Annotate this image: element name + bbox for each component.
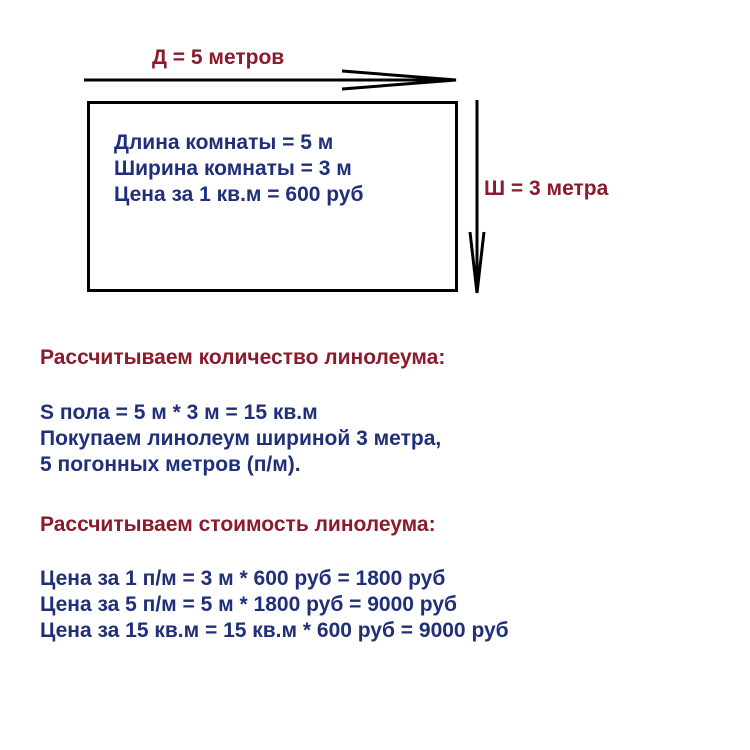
room-parameters — [114, 130, 363, 208]
running-meters-line: 5 погонных метров (п/м). — [40, 453, 301, 476]
width-dimension-label: Ш = 3 метра — [484, 177, 609, 200]
quantity-calculation — [40, 400, 441, 478]
linoleum-width-line: Покупаем линолеум шириной 3 метра, — [40, 427, 442, 450]
cost-fifteen-sqm-line: Цена за 15 кв.м = 15 кв.м * 600 руб = 9000 руб — [40, 619, 509, 642]
cost-heading: Рассчитываем стоимость линолеума: — [40, 513, 436, 536]
price-per-sqm-line: Цена за 1 кв.м = 600 руб — [114, 183, 364, 206]
room-width-line: Ширина комнаты = 3 м — [114, 157, 352, 180]
length-dimension-label: Д = 5 метров — [152, 46, 285, 69]
floor-area-line: S пола = 5 м * 3 м = 15 кв.м — [40, 401, 318, 424]
room-length-line: Длина комнаты = 5 м — [114, 131, 334, 154]
cost-calculation — [40, 566, 509, 644]
cost-per-running-meter-line: Цена за 1 п/м = 3 м * 600 руб = 1800 руб — [40, 567, 446, 590]
quantity-heading: Рассчитываем количество линолеума: — [40, 346, 446, 369]
cost-five-running-meters-line: Цена за 5 п/м = 5 м * 1800 руб = 9000 руб — [40, 593, 457, 616]
